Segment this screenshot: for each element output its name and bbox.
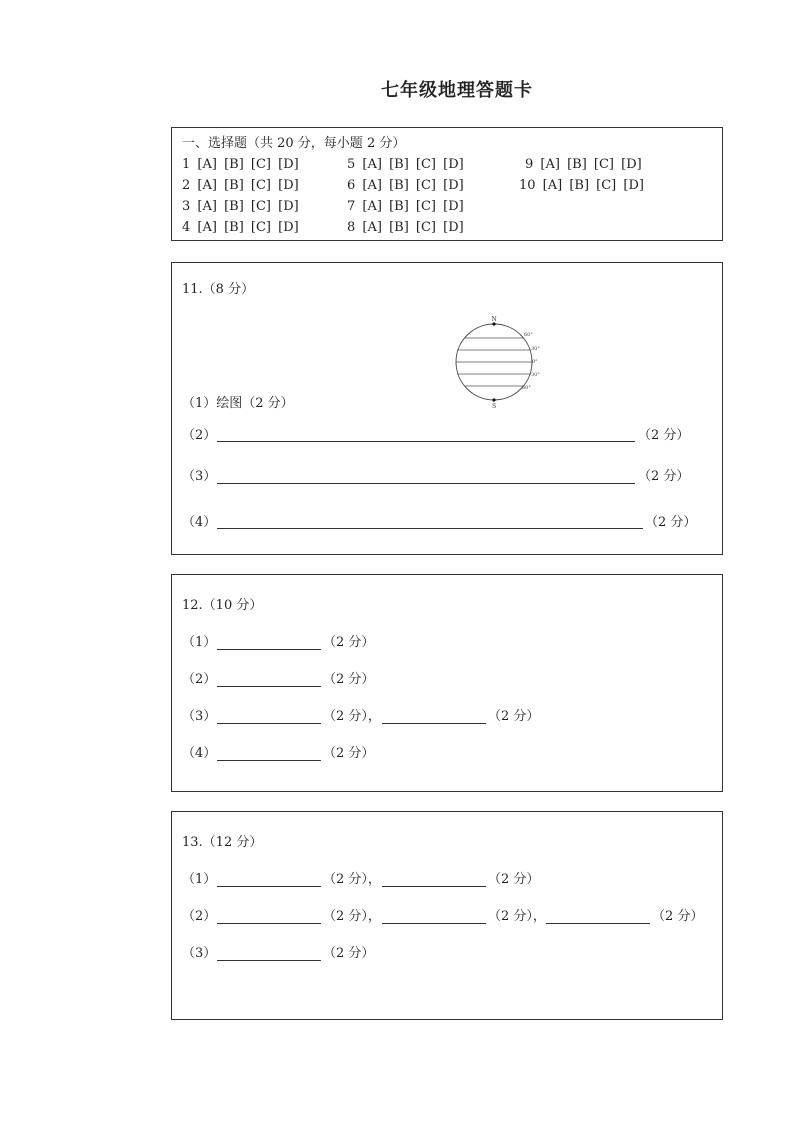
question-12-section xyxy=(171,574,723,792)
q11-part-2-points: （2 分） xyxy=(638,428,690,443)
q13-part-1-label: （1） xyxy=(182,872,217,887)
q12-part-3-label: （3） xyxy=(182,709,217,724)
q11-part-4-label: （4） xyxy=(182,515,217,530)
question-13-section xyxy=(171,811,723,1020)
lat-label-30s: 30° xyxy=(531,372,540,378)
q12-part-4-answer-line[interactable] xyxy=(217,760,321,761)
choice-row-9[interactable]: 9 [A] [B] [C] [D] xyxy=(525,157,642,172)
q12-part-2-answer-line[interactable] xyxy=(217,686,321,687)
q12-part-3-points-b: （2 分） xyxy=(488,709,540,724)
q13-part-1-points-a: （2 分）， xyxy=(323,872,381,887)
globe-diagram xyxy=(450,315,550,415)
south-label: S xyxy=(492,403,497,410)
choice-section xyxy=(171,127,723,241)
choice-row-1[interactable]: 1 [A] [B] [C] [D] xyxy=(182,157,299,172)
q13-part-1-answer-line-b[interactable] xyxy=(382,886,486,887)
q11-part-3-points: （2 分） xyxy=(638,469,690,484)
lat-label-0: 0° xyxy=(532,359,538,365)
q13-part-2-answer-line-a[interactable] xyxy=(217,923,321,924)
choice-row-2[interactable]: 2 [A] [B] [C] [D] xyxy=(182,178,299,193)
q13-part-3-answer-line[interactable] xyxy=(217,960,321,961)
q11-part-4-points: （2 分） xyxy=(645,515,697,530)
choice-row-7[interactable]: 7 [A] [B] [C] [D] xyxy=(347,199,464,214)
choice-row-10[interactable]: 10 [A] [B] [C] [D] xyxy=(519,178,644,193)
north-label: N xyxy=(491,316,497,323)
q12-part-4-points: （2 分） xyxy=(323,746,375,761)
q12-part-3-points-a: （2 分）， xyxy=(323,709,381,724)
lat-label-60s: 60° xyxy=(522,385,531,391)
choice-heading: 一、选择题（共 20 分，每小题 2 分） xyxy=(182,136,406,151)
q12-part-3-answer-line-b[interactable] xyxy=(382,723,486,724)
q13-heading: 13.（12 分） xyxy=(182,835,263,850)
q12-part-4-label: （4） xyxy=(182,746,217,761)
q11-part-2-label: （2） xyxy=(182,428,217,443)
q12-part-3-answer-line-a[interactable] xyxy=(217,723,321,724)
choice-row-6[interactable]: 6 [A] [B] [C] [D] xyxy=(347,178,464,193)
q12-part-1-label: （1） xyxy=(182,635,217,650)
q13-part-2-answer-line-b[interactable] xyxy=(382,923,486,924)
q11-part-3-answer-line[interactable] xyxy=(217,483,635,484)
question-11-section xyxy=(171,262,723,555)
q11-part-3-label: （3） xyxy=(182,469,217,484)
q12-heading: 12.（10 分） xyxy=(182,598,263,613)
q13-part-2-points-a: （2 分）， xyxy=(323,909,381,924)
lat-label-60n: 60° xyxy=(524,332,533,338)
lat-label-30n: 30° xyxy=(531,346,540,352)
q13-part-2-points-c: （2 分） xyxy=(652,909,704,924)
q13-part-2-label: （2） xyxy=(182,909,217,924)
q11-heading: 11.（8 分） xyxy=(182,282,255,297)
south-pole-dot xyxy=(492,398,495,401)
choice-row-3[interactable]: 3 [A] [B] [C] [D] xyxy=(182,199,299,214)
q13-part-1-answer-line-a[interactable] xyxy=(217,886,321,887)
q13-part-3-points: （2 分） xyxy=(323,946,375,961)
q13-part-1-points-b: （2 分） xyxy=(488,872,540,887)
q13-part-3-label: （3） xyxy=(182,946,217,961)
choice-row-4[interactable]: 4 [A] [B] [C] [D] xyxy=(182,220,299,235)
page-title: 七年级地理答题卡 xyxy=(381,80,533,101)
q11-part-4-answer-line[interactable] xyxy=(217,528,643,529)
q11-part-2-answer-line[interactable] xyxy=(217,441,635,442)
q12-part-2-points: （2 分） xyxy=(323,672,375,687)
choice-row-8[interactable]: 8 [A] [B] [C] [D] xyxy=(347,220,464,235)
q12-part-2-label: （2） xyxy=(182,672,217,687)
q11-part-1: （1）绘图（2 分） xyxy=(182,396,294,411)
choice-row-5[interactable]: 5 [A] [B] [C] [D] xyxy=(347,157,464,172)
q12-part-1-answer-line[interactable] xyxy=(217,649,321,650)
q13-part-2-points-b: （2 分）， xyxy=(488,909,546,924)
q13-part-2-answer-line-c[interactable] xyxy=(546,923,650,924)
q12-part-1-points: （2 分） xyxy=(323,635,375,650)
